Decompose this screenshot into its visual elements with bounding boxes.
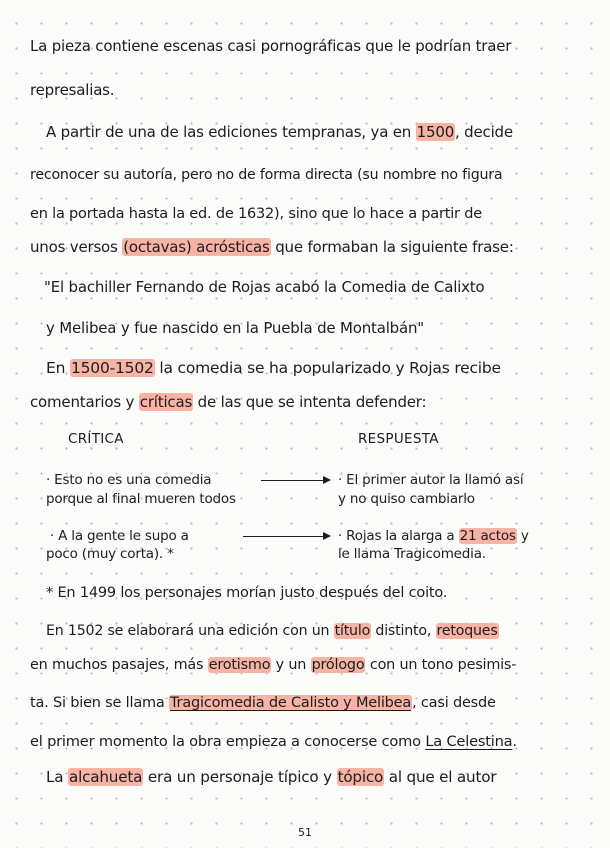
highlight-21-actos: 21 actos [459, 528, 516, 544]
highlight-prologo: prólogo [311, 657, 365, 673]
highlight-criticas: críticas [139, 393, 193, 411]
highlight-titulo: título [334, 623, 371, 639]
critica-2-line-1: · A la gente le supo a [50, 528, 189, 544]
arrow-right-icon [261, 480, 329, 481]
text-line-10: comentarios y críticas de las que se intenta defender: [30, 393, 427, 411]
highlight-topico: tópico [337, 768, 384, 786]
critica-2-line-2: poco (muy corta). * [46, 546, 174, 562]
text-line-5: en la portada hasta la ed. de 1632), sino que lo hace a partir de [30, 206, 482, 222]
text-line-4: reconocer su autoría, pero no de forma directa (su nombre no figura [30, 167, 503, 183]
highlight-erotismo: erotismo [208, 657, 271, 673]
text-line-14: el primer momento la obra empieza a conocerse como La Celestina. [30, 733, 517, 750]
text-line-2: represalias. [30, 81, 115, 99]
underlined-celestina: La Celestina [425, 733, 513, 750]
highlight-year: 1500 [416, 123, 455, 141]
highlight-title-work: Tragicomedia de Calisto y Melibea [170, 695, 412, 711]
text-line-12: en muchos pasajes, más erotismo y un prólogo con un tono pesimis- [30, 657, 517, 673]
respuesta-2-line-2: le llama Tragicomedia. [338, 546, 486, 562]
text-line-11: En 1502 se elaborará una edición con un título distinto, retoques [46, 623, 498, 639]
page-number: 51 [298, 826, 312, 839]
respuesta-1-line-1: · El primer autor la llamó así [338, 472, 524, 488]
highlight-retoques: retoques [436, 623, 498, 639]
respuesta-1-line-2: y no quiso cambiarlo [338, 491, 475, 507]
text-line-9: En 1500-1502 la comedia se ha popularizado y Rojas recibe [46, 359, 501, 377]
highlight-acrosticas: (octavas) acrósticas [123, 238, 270, 256]
highlight-alcahueta: alcahueta [69, 768, 143, 786]
respuesta-header: RESPUESTA [358, 431, 439, 447]
text-line-1: La pieza contiene escenas casi pornográficas que le podrían traer [30, 37, 512, 55]
footnote: * En 1499 los personajes morían justo después del coito. [46, 585, 448, 601]
text-line-7-quote: "El bachiller Fernando de Rojas acabó la Comedia de Calixto [44, 278, 485, 296]
text-line-6: unos versos (octavas) acrósticas que formaban la siguiente frase: [30, 238, 514, 256]
critica-header: CRÍTICA [68, 431, 124, 447]
text-line-15: La alcahueta era un personaje típico y tópico al que el autor [46, 768, 497, 786]
text-line-8-quote: y Melibea y fue nascido en la Puebla de Montalbán" [46, 319, 424, 337]
text-line-3: A partir de una de las ediciones tempranas, ya en 1500, decide [46, 123, 513, 141]
text-line-13: ta. Si bien se llama Tragicomedia de Calisto y Melibea, casi desde [30, 695, 496, 711]
highlight-dates: 1500-1502 [70, 359, 154, 377]
respuesta-2-line-1: · Rojas la alarga a 21 actos y [338, 528, 529, 544]
critica-1-line-1: · Esto no es una comedia [46, 472, 212, 488]
arrow-right-icon [243, 536, 329, 537]
critica-1-line-2: porque al final mueren todos [46, 491, 236, 507]
